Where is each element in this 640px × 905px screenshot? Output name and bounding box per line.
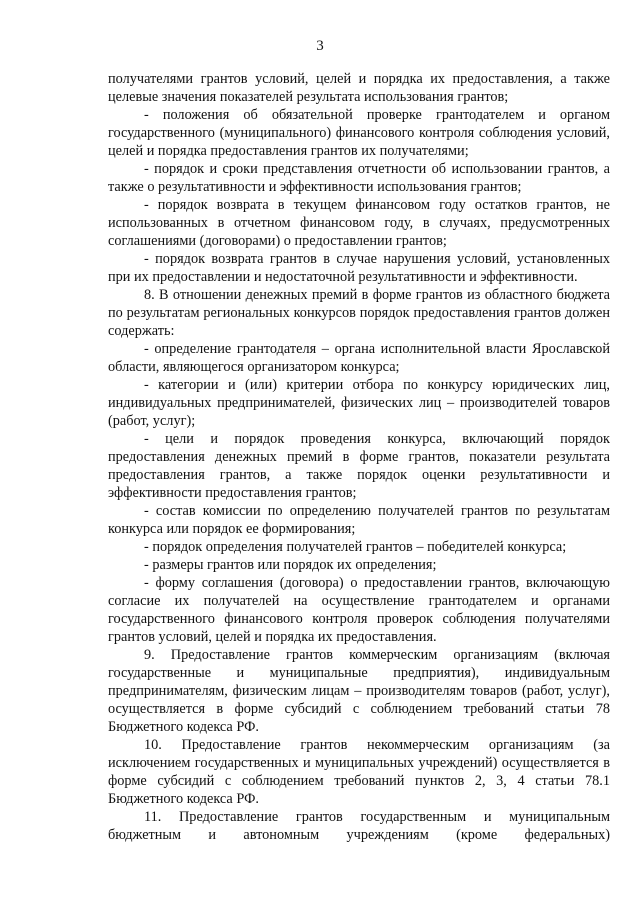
paragraph-commission: - состав комиссии по определению получателей грантов по результатам конкурса или порядок ее формирования; (108, 503, 610, 537)
paragraph-continuation: получателями грантов условий, целей и порядка их предоставления, а также целевые значения показателей результата использования грантов; (108, 71, 610, 105)
paragraph-return-remaining: - порядок возврата в текущем финансовом году остатков грантов, не использованных в отчетном финансовом году, в случаях, предусмотренных соглашениями (договорами) о предоставлении грантов; (108, 197, 610, 249)
paragraph-agreement-form: - форму соглашения (договора) о предоставлении грантов, включающую согласие их получателей на осуществление грантодателем и органами государственного финансового контроля проверок соблюдения получателями грантов условий, целей и порядка их предоставления. (108, 575, 610, 645)
paragraph-grant-size: - размеры грантов или порядок их определения; (144, 557, 437, 573)
document-body (108, 70, 610, 844)
page-number: 3 (316, 38, 324, 54)
paragraph-winner-determination: - порядок определения получателей грантов – победителей конкурса; (144, 539, 567, 555)
paragraph-item-11: 11. Предоставление грантов государственным и муниципальным бюджетным и автономным учреждениям (кроме федеральных) (108, 809, 610, 843)
paragraph-reporting-procedure: - порядок и сроки представления отчетности об использовании грантов, а также о результативности и эффективности использования грантов; (108, 161, 610, 195)
paragraph-item-8: 8. В отношении денежных премий в форме грантов из областного бюджета по результатам региональных конкурсов порядок предоставления грантов должен содержать: (108, 287, 610, 339)
paragraph-selection-criteria: - категории и (или) критерии отбора по конкурсу юридических лиц, индивидуальных предпринимателей, физических лиц – производителей товаров (работ, услуг); (108, 377, 610, 429)
paragraph-contest-goals: - цели и порядок проведения конкурса, включающий порядок предоставления денежных премий в форме грантов, показатели результата предоставления грантов, а также порядок оценки результативности и эффективности предоставления грантов; (108, 431, 610, 501)
paragraph-item-9: 9. Предоставление грантов коммерческим организациям (включая государственные и муниципальные предприятия), индивидуальным предпринимателям, физическим лицам – производителям товаров (работ, услуг), осуществляется в форме субсидий с соблюдением требований статьи 78 Бюджетного кодекса РФ. (108, 647, 610, 735)
paragraph-return-violation: - порядок возврата грантов в случае нарушения условий, установленных при их предоставлении и недостаточной результативности и эффективности. (108, 251, 610, 285)
paragraph-item-10: 10. Предоставление грантов некоммерческим организациям (за исключением государственных и муниципальных учреждений) осуществляется в форме субсидий с соблюдением требований пунктов 2, 3, 4 статьи 78.1 Бюджетного кодекса РФ. (108, 737, 610, 807)
paragraph-grantor-definition: - определение грантодателя – органа исполнительной власти Ярославской области, являющегося организатором конкурса; (108, 341, 610, 375)
paragraph-control-provisions: - положения об обязательной проверке грантодателем и органом государственного (муниципального) финансового контроля соблюдения условий, целей и порядка предоставления грантов их получателями; (108, 107, 610, 159)
